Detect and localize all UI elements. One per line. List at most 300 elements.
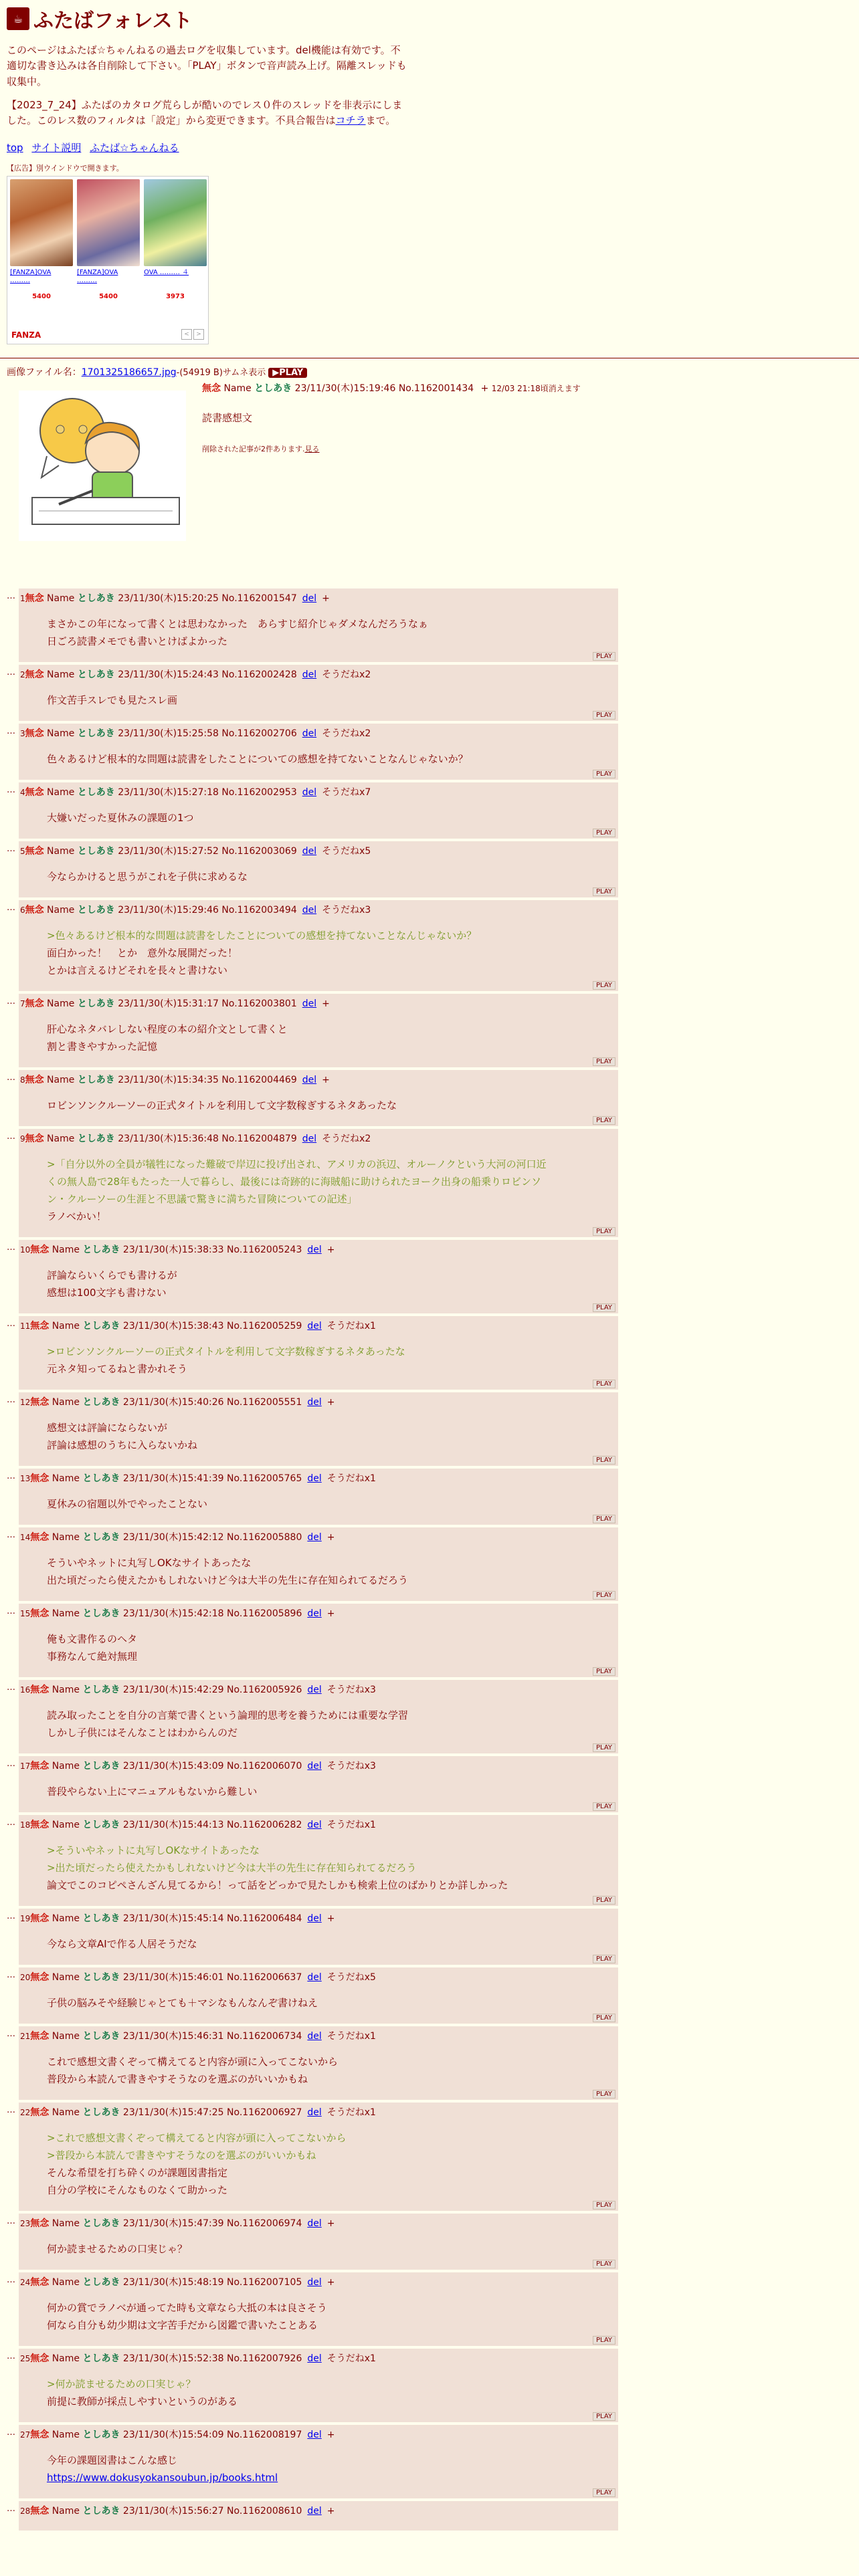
ad-thumbnail[interactable] — [77, 179, 140, 266]
reply-number[interactable]: No.1162005551 — [227, 1397, 302, 1408]
reply-post — [19, 1392, 618, 1466]
reply-number[interactable]: No.1162003801 — [221, 998, 297, 1009]
reply-play-button[interactable]: PLAY — [593, 1802, 615, 1811]
sodane-button[interactable]: そうだねx3 — [326, 1685, 376, 1695]
sodane-button[interactable]: そうだねx3 — [326, 1761, 376, 1772]
sodane-button[interactable]: そうだねx2 — [322, 728, 371, 739]
reply-play-button[interactable]: PLAY — [593, 1303, 615, 1312]
reply-number[interactable]: No.1162004469 — [221, 1075, 297, 1085]
reply-name: としあき — [82, 1972, 120, 1983]
reply-body — [47, 1343, 618, 1387]
reply-subject: 無念 — [30, 1972, 50, 1983]
reply-index: 27 — [19, 2430, 31, 2440]
reply-datetime: 23/11/30(木)15:42:29 — [122, 1685, 224, 1695]
reply-name-label: Name — [47, 905, 75, 916]
reply-row — [7, 1129, 618, 1237]
reply-line: 作文苦手スレでも見たスレ画 — [46, 694, 177, 706]
reply-play-button[interactable]: PLAY — [593, 2412, 615, 2421]
reply-datetime: 23/11/30(木)15:42:12 — [122, 1532, 224, 1543]
reply-name-label: Name — [52, 1913, 80, 1924]
deleted-notice: 削除された記事が2件あります.見る — [202, 445, 320, 454]
reply-name: としあき — [82, 1397, 120, 1408]
reply-play-button[interactable]: PLAY — [593, 829, 615, 837]
reply-play-button[interactable]: PLAY — [593, 2090, 615, 2099]
reply-name-label: Name — [52, 1608, 80, 1619]
reply-play-button[interactable]: PLAY — [593, 2201, 615, 2210]
reply-name: としあき — [77, 998, 115, 1009]
sodane-button[interactable]: + — [326, 2277, 335, 2288]
del-link[interactable]: del — [302, 1134, 317, 1144]
del-link[interactable]: del — [302, 998, 317, 1009]
reply-number[interactable]: No.1162005926 — [227, 1685, 302, 1695]
reply-line: 何なら自分も幼少期は文字苦手だから図鑑で書いたことある — [46, 2319, 318, 2331]
reply-play-button[interactable]: PLAY — [593, 1743, 615, 1752]
del-link[interactable]: del — [307, 1532, 322, 1543]
sodane-button[interactable]: + — [326, 2218, 335, 2229]
reply-body — [47, 691, 618, 718]
reply-number[interactable]: No.1162006734 — [227, 2031, 302, 2042]
op-content — [202, 381, 804, 454]
reply-name: としあき — [77, 905, 115, 916]
reply-post — [19, 900, 618, 991]
file-size: -(54919 B) — [176, 368, 223, 379]
reply-index: 1 — [19, 594, 25, 603]
sodane-button[interactable]: + — [326, 1913, 335, 1924]
reply-line: これで感想文書くぞって構えてると内容が頭に入ってこないから — [46, 2056, 338, 2068]
reply-line: 感想文は評論にならないが — [46, 1422, 167, 1434]
reply-body — [47, 1097, 618, 1123]
reply-index: 10 — [19, 1245, 31, 1255]
ad-thumbnail[interactable] — [10, 179, 73, 266]
reply-play-button[interactable]: PLAY — [593, 2260, 615, 2268]
reply-meta — [20, 785, 618, 798]
reply-number[interactable]: No.1162002953 — [221, 787, 297, 798]
reply-number[interactable]: No.1162008197 — [227, 2430, 302, 2440]
reply-play-button[interactable]: PLAY — [593, 1955, 615, 1963]
reply-play-button[interactable]: PLAY — [593, 2336, 615, 2345]
reply-post — [19, 1469, 618, 1525]
reply-row — [7, 2214, 618, 2270]
reply-play-button[interactable]: PLAY — [593, 1591, 615, 1600]
reply-dots: … — [7, 844, 15, 854]
reply-datetime: 23/11/30(木)15:38:33 — [122, 1245, 224, 1255]
sodane-button[interactable]: そうだねx2 — [322, 1134, 371, 1144]
reply-name: としあき — [82, 2107, 120, 2118]
reply-number[interactable]: No.1162006927 — [227, 2107, 302, 2118]
reply-dots: … — [7, 1073, 15, 1083]
reply-subject: 無念 — [30, 2107, 50, 2118]
del-link[interactable]: del — [307, 1321, 322, 1331]
ad-banner[interactable] — [7, 176, 209, 344]
reply-line: 普段やらない上にマニュアルもないから難しい — [46, 1786, 258, 1798]
sodane-button[interactable]: + — [326, 1397, 335, 1408]
reply-row — [7, 724, 618, 780]
reply-subject: 無念 — [25, 787, 44, 798]
del-link[interactable]: del — [307, 1245, 322, 1255]
reply-play-button[interactable]: PLAY — [593, 711, 615, 720]
reply-name: としあき — [82, 1820, 120, 1830]
reply-subject: 無念 — [30, 1245, 50, 1255]
del-link[interactable]: del — [302, 905, 317, 916]
sodane-button[interactable]: そうだねx2 — [322, 669, 371, 680]
reply-post — [19, 2272, 618, 2346]
reply-subject: 無念 — [30, 1761, 50, 1772]
reply-datetime: 23/11/30(木)15:38:43 — [122, 1321, 224, 1331]
quote-line: >普段から本読んで書きやすそうなのを選ぶのがいいかもね — [46, 2149, 316, 2161]
ad-item[interactable] — [10, 179, 73, 300]
del-link[interactable]: del — [307, 1972, 322, 1983]
sodane-button[interactable]: そうだねx1 — [326, 2031, 376, 2042]
sodane-button[interactable]: + — [326, 1532, 335, 1543]
reply-meta — [20, 996, 618, 1010]
del-link[interactable]: del — [307, 1608, 322, 1619]
reply-body — [47, 2240, 618, 2267]
reply-body — [47, 1021, 618, 1065]
reply-play-button[interactable]: PLAY — [593, 770, 615, 778]
sodane-button[interactable]: + — [326, 1245, 335, 1255]
sodane-button[interactable]: そうだねx5 — [322, 846, 371, 857]
op-play-button[interactable]: ▶PLAY — [268, 368, 307, 378]
reply-number[interactable]: No.1162005243 — [227, 1245, 302, 1255]
del-link[interactable]: del — [307, 2031, 322, 2042]
reply-name-label: Name — [52, 1761, 80, 1772]
reply-dots: … — [7, 1395, 15, 1405]
reply-number[interactable]: No.1162005896 — [227, 1608, 302, 1619]
del-link[interactable]: del — [302, 1075, 317, 1085]
reply-number[interactable]: No.1162006070 — [227, 1761, 302, 1772]
reply-dots: … — [7, 2216, 15, 2226]
reply-line: しかし子供にはそんなことはわからんのだ — [46, 1727, 237, 1739]
reply-post — [19, 724, 618, 780]
reply-datetime: 23/11/30(木)15:24:43 — [118, 669, 219, 680]
reply-body — [47, 1495, 618, 1522]
del-link[interactable]: del — [307, 2277, 322, 2288]
reply-datetime: 23/11/30(木)15:47:39 — [122, 2218, 224, 2229]
sodane-button[interactable]: そうだねx7 — [322, 787, 371, 798]
file-link[interactable]: 1701325186657.jpg — [81, 367, 177, 379]
reply-index: 25 — [19, 2354, 31, 2363]
show-deleted-link[interactable]: 見る — [304, 445, 320, 454]
reply-dots: … — [7, 2275, 15, 2285]
reply-meta — [20, 2275, 618, 2288]
site-title[interactable] — [7, 4, 852, 33]
reply-link[interactable]: https://www.dokusyokansoubun.jp/books.html — [46, 2472, 278, 2484]
reply-post — [19, 1967, 618, 2024]
del-link[interactable]: del — [307, 1913, 322, 1924]
reply-row — [7, 1967, 618, 2024]
reply-post — [19, 1909, 618, 1965]
reply-name: としあき — [77, 1134, 115, 1144]
nav-about-link[interactable]: サイト説明 — [31, 142, 82, 154]
reply-name: としあき — [82, 1473, 120, 1484]
nav-futaba-link[interactable]: ふたば☆ちゃんねる — [90, 142, 179, 154]
del-link[interactable]: del — [307, 1473, 322, 1484]
reply-index: 2 — [19, 670, 25, 679]
reply-name-label: Name — [52, 1473, 80, 1484]
reply-name-label: Name — [47, 787, 75, 798]
reply-body — [47, 615, 618, 659]
del-link[interactable]: del — [307, 1820, 322, 1830]
reply-line: 評論ならいくらでも書けるが — [46, 1269, 177, 1281]
reply-play-button[interactable]: PLAY — [593, 1896, 615, 1905]
reply-row — [7, 2272, 618, 2346]
reply-meta — [20, 2029, 618, 2042]
reply-meta — [20, 726, 618, 740]
site-header — [0, 0, 859, 344]
ad-item-title[interactable]: [FANZA]OVA ……… — [10, 269, 52, 285]
del-link[interactable]: del — [302, 593, 317, 604]
reply-subject: 無念 — [25, 728, 44, 739]
reply-play-button[interactable]: PLAY — [593, 2488, 615, 2497]
reply-play-button[interactable]: PLAY — [593, 1227, 615, 1236]
reply-datetime: 23/11/30(木)15:47:25 — [122, 2107, 224, 2118]
reply-play-button[interactable]: PLAY — [593, 1515, 615, 1523]
reply-number[interactable]: No.1162005765 — [227, 1473, 302, 1484]
reply-name-label: Name — [52, 2277, 80, 2288]
reply-dots: … — [7, 1818, 15, 1828]
reply-body — [47, 1935, 618, 1962]
reply-number[interactable]: No.1162006282 — [227, 1820, 302, 1830]
reply-number[interactable]: No.1162005880 — [227, 1532, 302, 1543]
reply-number[interactable]: No.1162004879 — [221, 1134, 297, 1144]
reply-dots: … — [7, 2105, 15, 2115]
reply-name-label: Name — [47, 1075, 75, 1085]
del-link[interactable]: del — [307, 2506, 322, 2516]
ad-thumbnail[interactable] — [144, 179, 207, 266]
reply-body — [47, 2452, 618, 2496]
reply-number[interactable]: No.1162007105 — [227, 2277, 302, 2288]
sodane-button[interactable]: そうだねx5 — [326, 1972, 376, 1983]
op-name: としあき — [254, 383, 292, 395]
reply-meta — [20, 2351, 618, 2365]
reply-body — [47, 809, 618, 836]
reply-datetime: 23/11/30(木)15:29:46 — [118, 905, 219, 916]
del-link[interactable]: del — [307, 2353, 322, 2364]
reply-play-button[interactable]: PLAY — [593, 652, 615, 661]
reply-index: 24 — [19, 2278, 31, 2287]
sodane-button[interactable]: + — [322, 593, 330, 604]
reply-line: 割と書きやすかった記憶 — [46, 1041, 157, 1053]
reply-dots: … — [7, 785, 15, 795]
sodane-button[interactable]: そうだねx1 — [326, 2353, 376, 2364]
del-link[interactable]: del — [307, 1761, 322, 1772]
reply-play-button[interactable]: PLAY — [593, 1116, 615, 1125]
intro — [7, 43, 852, 128]
reply-row — [7, 1680, 618, 1753]
reply-play-button[interactable]: PLAY — [593, 1380, 615, 1388]
sodane-button[interactable]: そうだねx1 — [326, 2107, 376, 2118]
reply-play-button[interactable]: PLAY — [593, 2014, 615, 2022]
reply-meta — [20, 1395, 618, 1408]
reply-number[interactable]: No.1162003494 — [221, 905, 297, 916]
reply-body — [47, 927, 618, 988]
ad-next-icon[interactable]: > — [193, 329, 204, 340]
reply-datetime: 23/11/30(木)15:34:35 — [118, 1075, 219, 1085]
ad-item[interactable] — [144, 179, 207, 300]
del-link[interactable]: del — [307, 2107, 322, 2118]
reply-meta — [20, 1606, 618, 1620]
ad-item-title[interactable]: [FANZA]OVA ……… — [77, 269, 118, 285]
reply-dots: … — [7, 2428, 15, 2438]
reply-row — [7, 1527, 618, 1601]
op-name-label: Name — [223, 383, 252, 395]
ad-item-price: 5400 — [99, 293, 118, 301]
reply-name: としあき — [77, 1075, 115, 1085]
reply-post — [19, 588, 618, 662]
reply-meta — [20, 1132, 618, 1145]
reply-meta — [20, 1243, 618, 1256]
reply-number[interactable]: No.1162008610 — [227, 2506, 302, 2516]
reply-row — [7, 1604, 618, 1677]
del-link[interactable]: del — [307, 1685, 322, 1695]
quote-line: >これで感想文書くぞって構えてると内容が頭に入ってこないから — [46, 2132, 347, 2144]
del-link[interactable]: del — [307, 2430, 322, 2440]
reply-row — [7, 782, 618, 839]
reply-line: 今なら文章AIで作る人居そうだな — [46, 1938, 197, 1950]
reply-name: としあき — [82, 1321, 120, 1331]
reply-datetime: 23/11/30(木)15:40:26 — [122, 1397, 224, 1408]
op-thumbnail[interactable] — [19, 391, 186, 541]
reply-line: 出た頃だったら使えたかもしれないけど今は大半の先生に存在知られてるだろう — [46, 1574, 408, 1586]
reply-number[interactable]: No.1162002428 — [221, 669, 297, 680]
reply-name-label: Name — [52, 1245, 80, 1255]
reply-name: としあき — [82, 1608, 120, 1619]
sodane-button[interactable]: そうだねx1 — [326, 1473, 376, 1484]
reply-name: としあき — [82, 2031, 120, 2042]
del-link[interactable]: del — [302, 846, 317, 857]
reply-post — [19, 1815, 618, 1906]
reply-subject: 無念 — [30, 1820, 50, 1830]
reply-number[interactable]: No.1162006974 — [227, 2218, 302, 2229]
reply-post — [19, 841, 618, 897]
reply-row — [7, 2425, 618, 2498]
ad-item[interactable] — [77, 179, 140, 300]
reply-name-label: Name — [47, 998, 75, 1009]
reply-play-button[interactable]: PLAY — [593, 981, 615, 990]
reply-subject: 無念 — [25, 998, 44, 1009]
reply-subject: 無念 — [25, 1134, 44, 1144]
reply-dots: … — [7, 1911, 15, 1921]
reply-body — [47, 2129, 618, 2208]
quote-line: >ロビンソンクルーソーの正式タイトルを利用して文字数稼ぎするネタあったな — [46, 1346, 405, 1358]
reply-meta — [20, 1073, 618, 1086]
del-link[interactable]: del — [302, 728, 317, 739]
reply-line: 色々あるけど根本的な問題は読書をしたことについての感想を持てないことなんじゃないか？ — [46, 753, 468, 765]
reply-post — [19, 1680, 618, 1753]
reply-datetime: 23/11/30(木)15:36:48 — [118, 1134, 219, 1144]
reply-dots: … — [7, 1970, 15, 1980]
reply-number[interactable]: No.1162001547 — [221, 593, 297, 604]
reply-index: 19 — [19, 1914, 31, 1923]
reply-meta — [20, 667, 618, 681]
sodane-button[interactable]: + — [326, 2506, 335, 2516]
reply-line: 元ネタ知ってるねと書かれそう — [46, 1363, 187, 1375]
reply-number[interactable]: No.1162003069 — [221, 846, 297, 857]
op-number[interactable]: No.1162001434 — [398, 383, 474, 395]
sodane-button[interactable]: + — [326, 2430, 335, 2440]
reply-post — [19, 2425, 618, 2498]
reply-line: 論文でこのコピペさんざん見てるから！って話をどっかで見たしかも検索上位のばかりとか詳しかった — [46, 1879, 508, 1891]
reply-datetime: 23/11/30(木)15:20:25 — [118, 593, 219, 604]
reply-line: 事務なんて絶対無理 — [46, 1650, 137, 1662]
sodane-button[interactable]: + — [322, 998, 330, 1009]
ad-brand-logo[interactable]: FANZA — [11, 330, 41, 340]
reply-datetime: 23/11/30(木)15:45:14 — [122, 1913, 224, 1924]
reply-body — [47, 1630, 618, 1675]
reply-datetime: 23/11/30(木)15:54:09 — [122, 2430, 224, 2440]
reply-subject: 無念 — [30, 2031, 50, 2042]
report-link[interactable]: コチラ — [335, 114, 366, 126]
reply-dots: … — [7, 1530, 15, 1540]
del-link[interactable]: del — [302, 787, 317, 798]
reply-number[interactable]: No.1162005259 — [227, 1321, 302, 1331]
reply-datetime: 23/11/30(木)15:27:52 — [118, 846, 219, 857]
reply-number[interactable]: No.1162006484 — [227, 1913, 302, 1924]
reply-subject: 無念 — [25, 905, 44, 916]
reply-subject: 無念 — [30, 2277, 50, 2288]
reply-row — [7, 1815, 618, 1906]
reply-index: 18 — [19, 1820, 31, 1830]
reply-datetime: 23/11/30(木)15:27:18 — [118, 787, 219, 798]
sodane-button[interactable]: そうだねx1 — [326, 1820, 376, 1830]
reply-line: そんな希望を打ち砕くのが課題図書指定 — [46, 2167, 227, 2179]
reply-meta — [20, 1911, 618, 1925]
reply-line: まさかこの年になって書くとは思わなかった あらすじ紹介じゃダメなんだろうなぁ — [46, 618, 428, 630]
reply-list — [7, 588, 618, 2533]
reply-play-button[interactable]: PLAY — [593, 887, 615, 896]
reply-name: としあき — [82, 1761, 120, 1772]
reply-datetime: 23/11/30(木)15:25:58 — [118, 728, 219, 739]
reply-play-button[interactable]: PLAY — [593, 1667, 615, 1676]
reply-row — [7, 1316, 618, 1390]
reply-number[interactable]: No.1162007926 — [227, 2353, 302, 2364]
reply-line: ラノベかい！ — [46, 1210, 106, 1222]
reply-row — [7, 994, 618, 1067]
op-sodane[interactable]: + — [480, 383, 489, 395]
reply-dots: … — [7, 1319, 15, 1329]
ad-item-title[interactable]: OVA ……… ４ — [144, 269, 189, 277]
sodane-button[interactable]: + — [326, 1608, 335, 1619]
reply-line: 今ならかけると思うがこれを子供に求めるな — [46, 871, 248, 883]
reply-post — [19, 1756, 618, 1812]
reply-play-button[interactable]: PLAY — [593, 1456, 615, 1465]
reply-meta — [20, 1759, 618, 1772]
reply-number[interactable]: No.1162006637 — [227, 1972, 302, 1983]
reply-line: 感想は100文字も書けない — [46, 1287, 167, 1299]
del-link[interactable]: del — [307, 2218, 322, 2229]
op-datetime: 23/11/30(木)15:19:46 — [294, 383, 396, 395]
ad-prev-icon[interactable]: < — [181, 329, 192, 340]
del-link[interactable]: del — [302, 669, 317, 680]
reply-number[interactable]: No.1162002706 — [221, 728, 297, 739]
reply-name-label: Name — [47, 728, 75, 739]
sodane-button[interactable]: そうだねx1 — [326, 1321, 376, 1331]
reply-dots: … — [7, 1683, 15, 1693]
sodane-button[interactable]: + — [322, 1075, 330, 1085]
reply-play-button[interactable]: PLAY — [593, 1057, 615, 1066]
sodane-button[interactable]: そうだねx3 — [322, 905, 371, 916]
nav-top-link[interactable]: top — [7, 142, 23, 154]
del-link[interactable]: del — [307, 1397, 322, 1408]
reply-body — [47, 2375, 618, 2420]
reply-subject: 無念 — [30, 1608, 50, 1619]
reply-index: 28 — [19, 2506, 31, 2516]
reply-row — [7, 1756, 618, 1812]
reply-index: 21 — [19, 2032, 31, 2041]
op-subject: 無念 — [202, 383, 221, 395]
reply-name-label: Name — [52, 2430, 80, 2440]
reply-line: とかは言えるけどそれを長々と書けない — [46, 964, 227, 976]
